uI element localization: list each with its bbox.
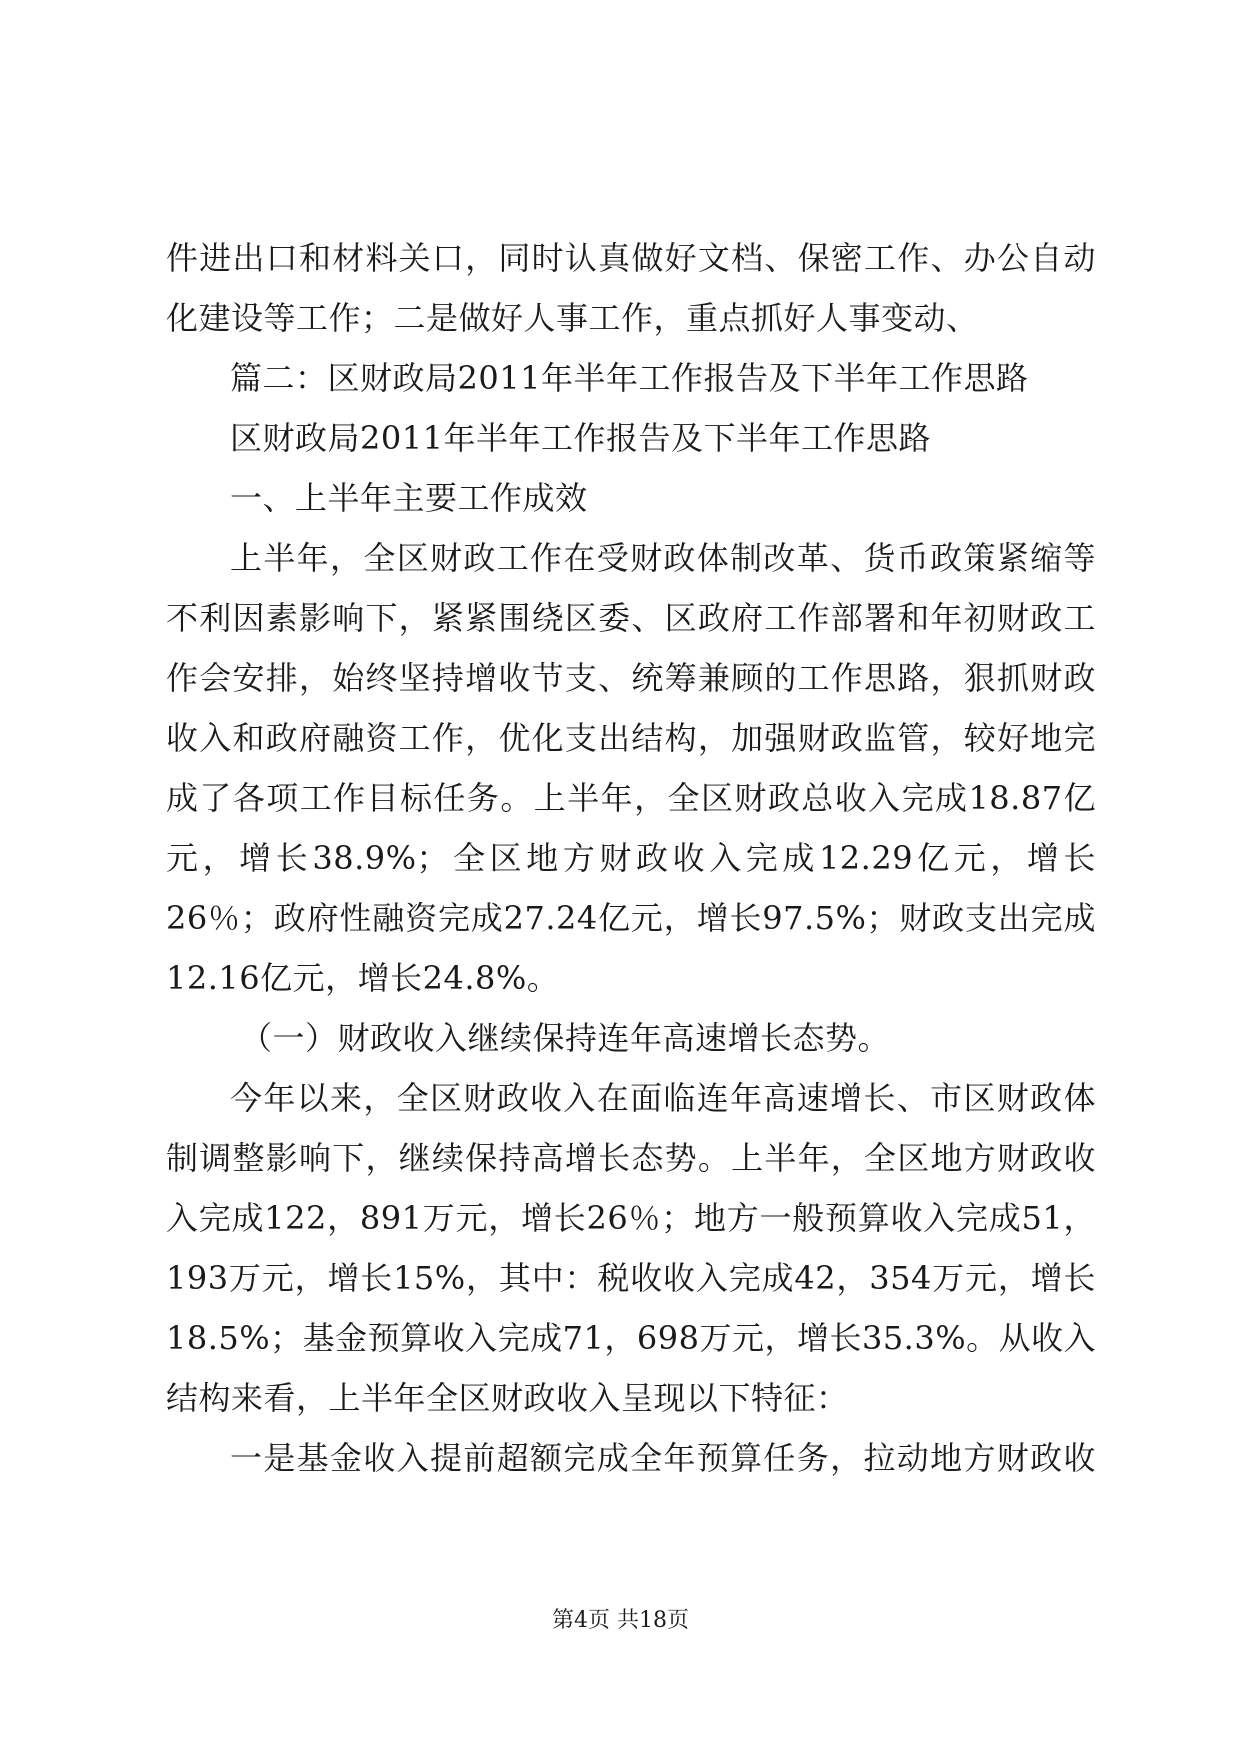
subsection-heading: （一）财政收入继续保持连年高速增长态势。 <box>240 1019 891 1057</box>
section-heading: 一、上半年主要工作成效 <box>230 479 588 517</box>
page-number-footer: 第4页 共18页 <box>552 1608 689 1633</box>
text-line: 26％；政府性融资完成27.24亿元，增长97.5%；财政支出完成 <box>166 899 1096 937</box>
text-line: 193万元，增长15%，其中：税收收入完成42，354万元，增长 <box>166 1259 1096 1297</box>
text-line: 结构来看，上半年全区财政收入呈现以下特征： <box>166 1379 849 1417</box>
section-heading: 篇二：区财政局2011年半年工作报告及下半年工作思路 <box>230 359 1029 397</box>
text-line: 件进出口和材料关口，同时认真做好文档、保密工作、办公自动 <box>166 239 1096 277</box>
text-line: 不利因素影响下，紧紧围绕区委、区政府工作部署和年初财政工 <box>166 599 1096 637</box>
text-line: 作会安排，始终坚持增收节支、统筹兼顾的工作思路，狠抓财政 <box>166 659 1096 697</box>
text-line: 12.16亿元，增长24.8%。 <box>166 959 560 997</box>
text-line: 收入和政府融资工作，优化支出结构，加强财政监管，较好地完 <box>166 719 1096 757</box>
text-line: 元，增长38.9%；全区地方财政收入完成12.29亿元，增长 <box>166 839 1096 877</box>
text-line: 上半年，全区财政工作在受财政体制改革、货币政策紧缩等 <box>230 539 1096 577</box>
text-line: 一是基金收入提前超额完成全年预算任务，拉动地方财政收 <box>230 1439 1096 1477</box>
text-line: 18.5%；基金预算收入完成71，698万元，增长35.3%。从收入 <box>166 1319 1097 1357</box>
text-line: 今年以来，全区财政收入在面临连年高速增长、市区财政体 <box>230 1079 1096 1117</box>
text-line: 制调整影响下，继续保持高增长态势。上半年，全区地方财政收 <box>166 1139 1096 1177</box>
text-line: 化建设等工作；二是做好人事工作，重点抓好人事变动、 <box>166 299 979 337</box>
document-title: 区财政局2011年半年工作报告及下半年工作思路 <box>230 419 931 457</box>
text-line: 成了各项工作目标任务。上半年，全区财政总收入完成18.87亿 <box>166 779 1096 817</box>
text-line: 入完成122，891万元，增长26％；地方一般预算收入完成51， <box>166 1199 1096 1237</box>
